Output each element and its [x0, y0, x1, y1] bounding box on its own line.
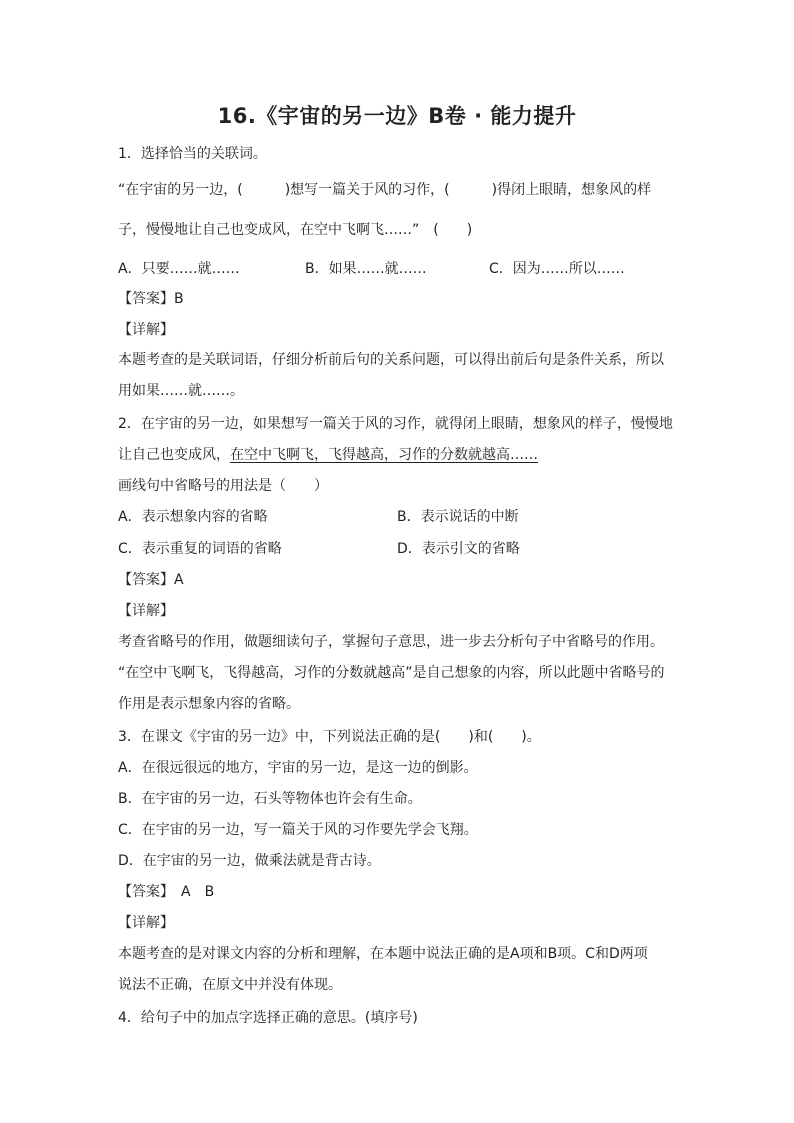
q2-detail-line1: 考查省略号的作用，做题细读句子，掌握句子意思，进一步去分析句子中省略号的作用。 [118, 634, 664, 650]
q2-option-d: D．表示引文的省略 [397, 541, 520, 557]
q1-detail-line1: 本题考查的是关联词语，仔细分析前后句的关系问题，可以得出前后句是条件关系，所以 [118, 352, 664, 368]
q1-stem: 1．选择恰当的关联词。 [118, 146, 267, 162]
q3-detail-line2: 说法不正确，在原文中并没有体现。 [118, 977, 342, 993]
q2-stem-line1: 2．在宇宙的另一边，如果想写一篇关于风的习作，就得闭上眼睛，想象风的样子，慢慢地 [118, 416, 673, 432]
q2-stem-prefix: 让自己也变成风， [118, 447, 230, 463]
q2-detail-line3: 作用是表示想象内容的省略。 [118, 696, 300, 712]
q2-detail-line2: “在空中飞啊飞，飞得越高，习作的分数就越高”是自己想象的内容，所以此题中省略号的 [118, 665, 665, 681]
q1-text-line1: “在宇宙的另一边，( )想写一篇关于风的习作，( )得闭上眼睛，想象风的样 [118, 182, 652, 198]
q2-detail-label: 【详解】 [118, 603, 174, 619]
q2-option-c: C．表示重复的词语的省略 [118, 541, 282, 557]
q3-stem: 3．在课文《宇宙的另一边》中，下列说法正确的是( )和( )。 [118, 729, 541, 745]
q2-option-b: B．表示说话的中断 [397, 509, 519, 525]
q1-option-a: A．只要……就…… [118, 261, 240, 277]
q1-text-line2: 子，慢慢地让自己也变成风，在空中飞啊飞……” ( ) [118, 222, 473, 238]
q3-option-b: B．在宇宙的另一边，石头等物体也许会有生命。 [118, 791, 422, 807]
q3-option-c: C．在宇宙的另一边，写一篇关于风的习作要先学会飞翔。 [118, 822, 478, 838]
q3-detail-label: 【详解】 [118, 915, 174, 931]
q2-underlined-sentence: 在空中飞啊飞，飞得越高，习作的分数就越高…… [230, 447, 538, 463]
q2-answer: 【答案】A [118, 572, 184, 588]
q3-option-d: D．在宇宙的另一边，做乘法就是背古诗。 [118, 853, 381, 869]
q3-detail-line1: 本题考查的是对课文内容的分析和理解，在本题中说法正确的是A项和B项。C和D两项 [118, 946, 648, 962]
q2-option-a: A．表示想象内容的省略 [118, 509, 268, 525]
q1-option-c: C．因为……所以…… [489, 261, 625, 277]
q1-detail-label: 【详解】 [118, 322, 174, 338]
q1-option-b: B．如果……就…… [305, 261, 427, 277]
q2-stem-line2 [118, 445, 688, 465]
q3-answer: 【答案】 A B [118, 884, 215, 900]
page-title: 16.《宇宙的另一边》B卷 · 能力提升 [217, 104, 577, 128]
q1-detail-line2: 用如果……就……。 [118, 383, 244, 399]
q1-answer: 【答案】B [118, 291, 184, 307]
q4-stem: 4．给句子中的加点字选择正确的意思。(填序号) [118, 1010, 418, 1026]
q2-prompt: 画线句中省略号的用法是（ ） [118, 478, 328, 494]
q3-option-a: A．在很远很远的地方，宇宙的另一边，是这一边的倒影。 [118, 760, 478, 776]
